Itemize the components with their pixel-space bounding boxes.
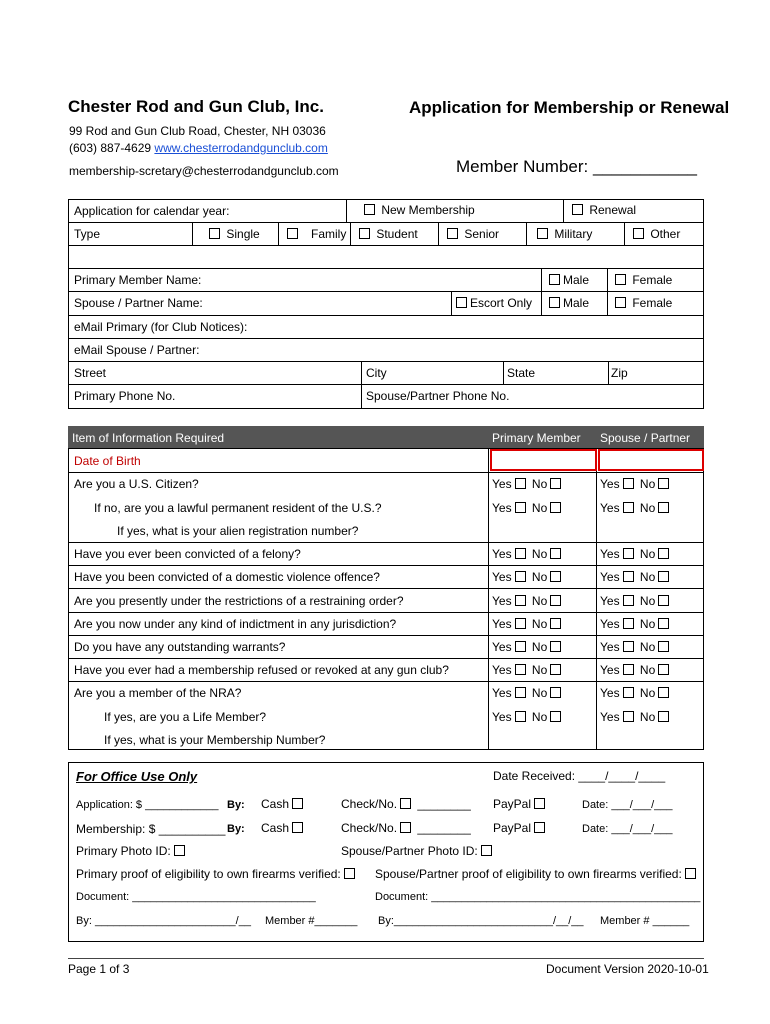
type-label: Type: [74, 227, 101, 241]
primary-male-option[interactable]: Male: [546, 273, 589, 287]
spouse-yes-checkbox[interactable]: [623, 711, 634, 722]
question-nra-member: Are you a member of the NRA?: [74, 686, 242, 700]
application-fee[interactable]: Application: $ ____________: [76, 799, 219, 811]
page-number: Page 1 of 3: [68, 962, 130, 976]
primary-proof-checkbox[interactable]: [344, 868, 355, 879]
question-domestic-violence: Have you been convicted of a domestic violence offence?: [74, 570, 380, 584]
question-life-member: If yes, are you a Life Member?: [104, 710, 267, 724]
spouse-no-checkbox[interactable]: [658, 687, 669, 698]
membership-paypal-checkbox[interactable]: [534, 822, 545, 833]
spouse-yes-checkbox[interactable]: [623, 641, 634, 652]
city-label: City: [366, 366, 387, 380]
student-option[interactable]: Student: [356, 227, 418, 241]
spouse-yes-checkbox[interactable]: [623, 618, 634, 629]
primary-photo-id[interactable]: Primary Photo ID:: [76, 844, 188, 858]
primary-yes-no-3[interactable]: Yes No: [492, 570, 564, 584]
primary-yes-checkbox[interactable]: [515, 641, 526, 652]
membership-check-option[interactable]: Check/No. ________: [341, 821, 471, 835]
primary-yes-no-9[interactable]: Yes No: [492, 710, 564, 724]
spouse-yes-checkbox[interactable]: [623, 664, 634, 675]
header-item: Item of Information Required: [72, 431, 225, 445]
question-restraining-order: Are you presently under the restrictions of a restraining order?: [74, 594, 404, 608]
document-right[interactable]: Document: ____________________________________________: [375, 891, 701, 903]
primary-yes-checkbox[interactable]: [515, 664, 526, 675]
primary-proof[interactable]: Primary proof of eligibility to own firearms verified:: [76, 867, 358, 881]
military-checkbox[interactable]: [537, 228, 548, 239]
spouse-no-checkbox[interactable]: [658, 502, 669, 513]
application-check-option[interactable]: Check/No. ________: [341, 797, 471, 811]
spouse-yes-no-6[interactable]: Yes No: [600, 640, 672, 654]
primary-no-checkbox[interactable]: [550, 618, 561, 629]
spouse-yes-no-1[interactable]: Yes No: [600, 501, 672, 515]
club-website-link[interactable]: www.chesterrodandgunclub.com: [154, 141, 328, 155]
primary-yes-no-7[interactable]: Yes No: [492, 663, 564, 677]
question-nra-number: If yes, what is your Membership Number?: [104, 733, 326, 747]
spouse-proof-checkbox[interactable]: [685, 868, 696, 879]
primary-no-checkbox[interactable]: [550, 478, 561, 489]
primary-yes-checkbox[interactable]: [515, 548, 526, 559]
application-paypal-checkbox[interactable]: [534, 798, 545, 809]
single-option[interactable]: Single: [206, 227, 260, 241]
spouse-photo-id[interactable]: Spouse/Partner Photo ID:: [341, 844, 495, 858]
primary-yes-checkbox[interactable]: [515, 595, 526, 606]
by-right[interactable]: By:__________________________/__/__: [378, 915, 584, 927]
by-left[interactable]: By: _______________________/__: [76, 915, 251, 927]
renewal-checkbox[interactable]: [572, 204, 583, 215]
calendar-year-label: Application for calendar year:: [74, 204, 230, 218]
new-membership-checkbox[interactable]: [364, 204, 375, 215]
spouse-male-checkbox[interactable]: [549, 297, 560, 308]
state-label: State: [507, 366, 536, 380]
date-received[interactable]: Date Received: ____/____/____: [493, 769, 666, 783]
primary-phone-label: Primary Phone No.: [74, 389, 176, 403]
document-version: Document Version 2020-10-01: [546, 962, 709, 976]
spouse-yes-no-3[interactable]: Yes No: [600, 570, 672, 584]
membership-cash-option[interactable]: Cash: [261, 821, 306, 835]
member-number[interactable]: Member Number: ___________: [456, 157, 697, 176]
escort-only-option[interactable]: Escort Only: [453, 296, 532, 310]
primary-name-label: Primary Member Name:: [74, 273, 202, 287]
primary-yes-no-2[interactable]: Yes No: [492, 547, 564, 561]
spouse-female-checkbox[interactable]: [615, 297, 626, 308]
spouse-proof[interactable]: Spouse/Partner proof of eligibility to own firearms verified:: [375, 867, 699, 881]
primary-yes-checkbox[interactable]: [515, 711, 526, 722]
other-checkbox[interactable]: [633, 228, 644, 239]
membership-by-label: By:: [227, 823, 245, 835]
application-cash-option[interactable]: Cash: [261, 797, 306, 811]
dob-label: Date of Birth: [74, 454, 141, 468]
military-option[interactable]: Military: [534, 227, 592, 241]
primary-yes-no-1[interactable]: Yes No: [492, 501, 564, 515]
spouse-yes-checkbox[interactable]: [623, 687, 634, 698]
renewal-option[interactable]: Renewal: [569, 203, 636, 217]
email-primary-label: eMail Primary (for Club Notices):: [74, 320, 248, 334]
club-address: 99 Rod and Gun Club Road, Chester, NH 03036: [69, 124, 326, 138]
form-title: Application for Membership or Renewal: [409, 98, 730, 117]
document-left[interactable]: Document: ______________________________: [76, 891, 316, 903]
primary-male-checkbox[interactable]: [549, 274, 560, 285]
primary-yes-no-6[interactable]: Yes No: [492, 640, 564, 654]
club-phone-line: [69, 141, 328, 155]
primary-no-checkbox[interactable]: [550, 502, 561, 513]
spouse-yes-checkbox[interactable]: [623, 478, 634, 489]
spouse-yes-checkbox[interactable]: [623, 571, 634, 582]
header-spouse: Spouse / Partner: [600, 431, 691, 445]
header-primary: Primary Member: [492, 431, 581, 445]
spouse-no-checkbox[interactable]: [658, 595, 669, 606]
spouse-yes-no-9[interactable]: Yes No: [600, 710, 672, 724]
primary-no-checkbox[interactable]: [550, 687, 561, 698]
primary-no-checkbox[interactable]: [550, 595, 561, 606]
club-phone: (603) 887-4629: [69, 141, 152, 155]
spouse-dob-field[interactable]: [598, 449, 704, 471]
membership-cash-checkbox[interactable]: [292, 822, 303, 833]
question-felony: Have you ever been convicted of a felony?: [74, 547, 301, 561]
question-membership-refused: Have you ever had a membership refused or revoked at any gun club?: [74, 663, 449, 677]
email-spouse-label: eMail Spouse / Partner:: [74, 343, 200, 357]
zip-label: Zip: [611, 366, 628, 380]
office-use-title: For Office Use Only: [76, 769, 198, 784]
spouse-no-checkbox[interactable]: [658, 478, 669, 489]
spouse-no-checkbox[interactable]: [658, 641, 669, 652]
spouse-name-label: Spouse / Partner Name:: [74, 296, 203, 310]
question-permanent-resident: If no, are you a lawful permanent resident of the U.S.?: [94, 501, 382, 515]
membership-check-checkbox[interactable]: [400, 822, 411, 833]
application-paypal-option[interactable]: PayPal: [493, 797, 548, 811]
primary-no-checkbox[interactable]: [550, 548, 561, 559]
primary-dob-field[interactable]: [490, 449, 597, 471]
other-option[interactable]: Other: [630, 227, 680, 241]
club-name: Chester Rod and Gun Club, Inc.: [68, 97, 324, 116]
application-date[interactable]: Date: ___/___/___: [582, 799, 673, 811]
student-checkbox[interactable]: [359, 228, 370, 239]
senior-checkbox[interactable]: [447, 228, 458, 239]
spouse-yes-no-0[interactable]: Yes No: [600, 477, 672, 491]
application-cash-checkbox[interactable]: [292, 798, 303, 809]
primary-no-checkbox[interactable]: [550, 571, 561, 582]
primary-yes-checkbox[interactable]: [515, 618, 526, 629]
primary-yes-checkbox[interactable]: [515, 687, 526, 698]
membership-paypal-option[interactable]: PayPal: [493, 821, 548, 835]
spouse-yes-no-8[interactable]: Yes No: [600, 686, 672, 700]
single-checkbox[interactable]: [209, 228, 220, 239]
primary-yes-checkbox[interactable]: [515, 502, 526, 513]
spouse-yes-no-7[interactable]: Yes No: [600, 663, 672, 677]
spouse-phone-label: Spouse/Partner Phone No.: [366, 389, 510, 403]
primary-no-checkbox[interactable]: [550, 641, 561, 652]
application-check-checkbox[interactable]: [400, 798, 411, 809]
spouse-yes-no-2[interactable]: Yes No: [600, 547, 672, 561]
spouse-male-option[interactable]: Male: [546, 296, 589, 310]
spouse-no-checkbox[interactable]: [658, 711, 669, 722]
question-alien-number: If yes, what is your alien registration number?: [117, 524, 359, 538]
spouse-female-option[interactable]: Female: [612, 296, 672, 310]
spouse-yes-no-5[interactable]: Yes No: [600, 617, 672, 631]
primary-yes-no-0[interactable]: Yes No: [492, 477, 564, 491]
member-right[interactable]: Member # ______: [600, 915, 690, 927]
member-left[interactable]: Member #_______: [265, 915, 358, 927]
primary-yes-checkbox[interactable]: [515, 478, 526, 489]
senior-option[interactable]: Senior: [444, 227, 499, 241]
primary-yes-checkbox[interactable]: [515, 571, 526, 582]
membership-fee[interactable]: Membership: $ __________: [76, 822, 226, 836]
spouse-photo-checkbox[interactable]: [481, 845, 492, 856]
escort-only-checkbox[interactable]: [456, 297, 467, 308]
spouse-yes-checkbox[interactable]: [623, 595, 634, 606]
spouse-yes-checkbox[interactable]: [623, 548, 634, 559]
family-option[interactable]: Family: [284, 227, 346, 241]
primary-yes-no-4[interactable]: Yes No: [492, 594, 564, 608]
street-label: Street: [74, 366, 107, 380]
spouse-no-checkbox[interactable]: [658, 664, 669, 675]
primary-female-option[interactable]: Female: [612, 273, 672, 287]
club-email: membership-scretary@chesterrodandgunclub.com: [69, 164, 339, 178]
spouse-no-checkbox[interactable]: [658, 618, 669, 629]
spouse-no-checkbox[interactable]: [658, 571, 669, 582]
primary-yes-no-5[interactable]: Yes No: [492, 617, 564, 631]
application-by-label: By:: [227, 799, 245, 811]
new-membership-option[interactable]: New Membership: [361, 203, 475, 217]
primary-no-checkbox[interactable]: [550, 711, 561, 722]
membership-date[interactable]: Date: ___/___/___: [582, 823, 673, 835]
question-citizen: Are you a U.S. Citizen?: [74, 477, 199, 491]
primary-no-checkbox[interactable]: [550, 664, 561, 675]
primary-female-checkbox[interactable]: [615, 274, 626, 285]
spouse-yes-no-4[interactable]: Yes No: [600, 594, 672, 608]
primary-yes-no-8[interactable]: Yes No: [492, 686, 564, 700]
question-warrants: Do you have any outstanding warrants?: [74, 640, 286, 654]
spouse-yes-checkbox[interactable]: [623, 502, 634, 513]
primary-photo-checkbox[interactable]: [174, 845, 185, 856]
question-indictment: Are you now under any kind of indictment in any jurisdiction?: [74, 617, 397, 631]
spouse-no-checkbox[interactable]: [658, 548, 669, 559]
family-checkbox[interactable]: [287, 228, 298, 239]
